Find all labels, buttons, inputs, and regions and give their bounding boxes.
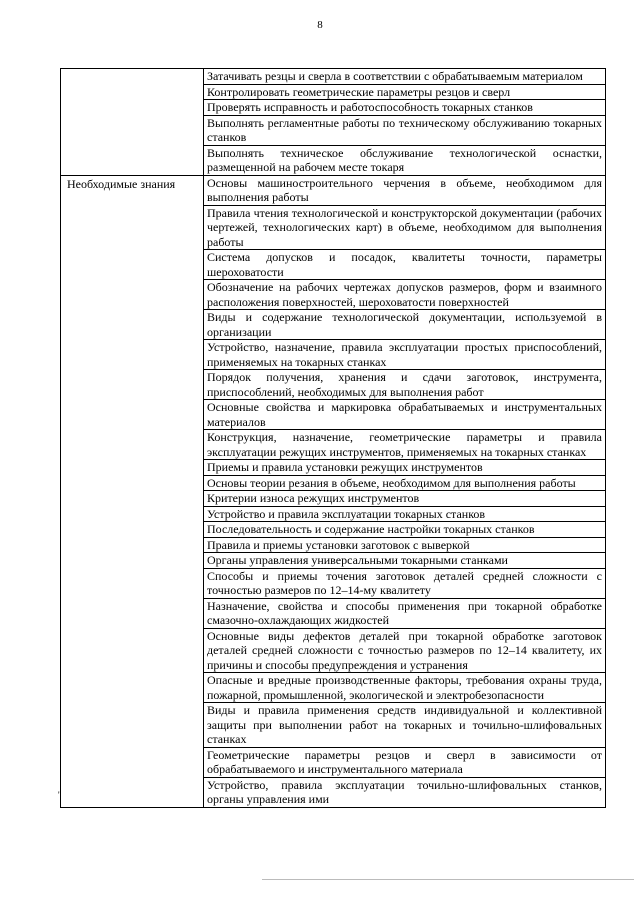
item-text: Правила чтения технологической и конструкторской документации (рабочих чертежей, технологических карт) в объеме, необходимом для выполнения работы [204, 205, 606, 250]
item-text: Назначение, свойства и способы применения при токарной обработке смазочно-охлаждающих жидкостей [204, 598, 606, 628]
item-text: Правила и приемы установки заготовок с выверкой [204, 537, 606, 553]
item-text: Выполнять регламентные работы по техническому обслуживанию токарных станков [204, 115, 606, 145]
item-text: Способы и приемы точения заготовок деталей средней сложности с точностью размеров по 12–14-му квалитету [204, 568, 606, 598]
item-text: Конструкция, назначение, геометрические параметры и правила эксплуатации режущих инструментов, применяемых на токарных станках [204, 430, 606, 460]
item-text: Основные виды дефектов деталей при токарной обработке заготовок деталей средней сложности с точностью размеров по 12–14 квалитету, их причины и способы предупреждения и устранения [204, 628, 606, 673]
item-text: Порядок получения, хранения и сдачи заготовок, инструмента, приспособлений, необходимых для выполнения работ [204, 370, 606, 400]
page-number: 8 [317, 19, 323, 31]
scan-mark: ' [58, 790, 60, 800]
item-text: Геометрические параметры резцов и сверл в зависимости от обрабатываемого и инструментального материала [204, 747, 606, 777]
table-row [61, 175, 606, 205]
item-text: Основные свойства и маркировка обрабатываемых и инструментальных материалов [204, 400, 606, 430]
table-row [61, 69, 606, 85]
item-text: Основы машиностроительного черчения в объеме, необходимом для выполнения работы [204, 175, 606, 205]
item-text: Система допусков и посадок, квалитеты точности, параметры шероховатости [204, 250, 606, 280]
item-text: Опасные и вредные производственные факторы, требования охраны труда, пожарной, промышленной, экологической и электробезопасности [204, 673, 606, 703]
item-text: Критерии износа режущих инструментов [204, 491, 606, 507]
item-text: Устройство, назначение, правила эксплуатации простых приспособлений, применяемых на токарных станках [204, 340, 606, 370]
item-text: Проверять исправность и работоспособность токарных станков [204, 100, 606, 116]
item-text: Приемы и правила установки режущих инструментов [204, 460, 606, 476]
item-text: Устройство и правила эксплуатации токарных станков [204, 506, 606, 522]
section-label: Необходимые знания [61, 175, 204, 807]
competency-table [60, 68, 606, 808]
item-text: Выполнять техническое обслуживание технологической оснастки, размещенной на рабочем месте токаря [204, 145, 606, 175]
item-text: Устройство, правила эксплуатации точильно-шлифовальных станков, органы управления ими [204, 777, 606, 807]
item-text: Виды и правила применения средств индивидуальной и коллективной защиты при выполнении работ на токарных и точильно-шлифовальных станках [204, 703, 606, 748]
item-text: Контролировать геометрические параметры резцов и сверл [204, 84, 606, 100]
item-text: Органы управления универсальными токарными станками [204, 553, 606, 569]
item-text: Затачивать резцы и сверла в соответствии с обрабатываемым материалом [204, 69, 606, 85]
item-text: Виды и содержание технологической документации, используемой в организации [204, 310, 606, 340]
item-text: Последовательность и содержание настройки токарных станков [204, 522, 606, 538]
item-text: Обозначение на рабочих чертежах допусков размеров, форм и взаимного расположения поверхностей, шероховатости поверхностей [204, 280, 606, 310]
scan-edge-line [262, 879, 634, 880]
item-text: Основы теории резания в объеме, необходимом для выполнения работы [204, 475, 606, 491]
section-label [61, 69, 204, 176]
